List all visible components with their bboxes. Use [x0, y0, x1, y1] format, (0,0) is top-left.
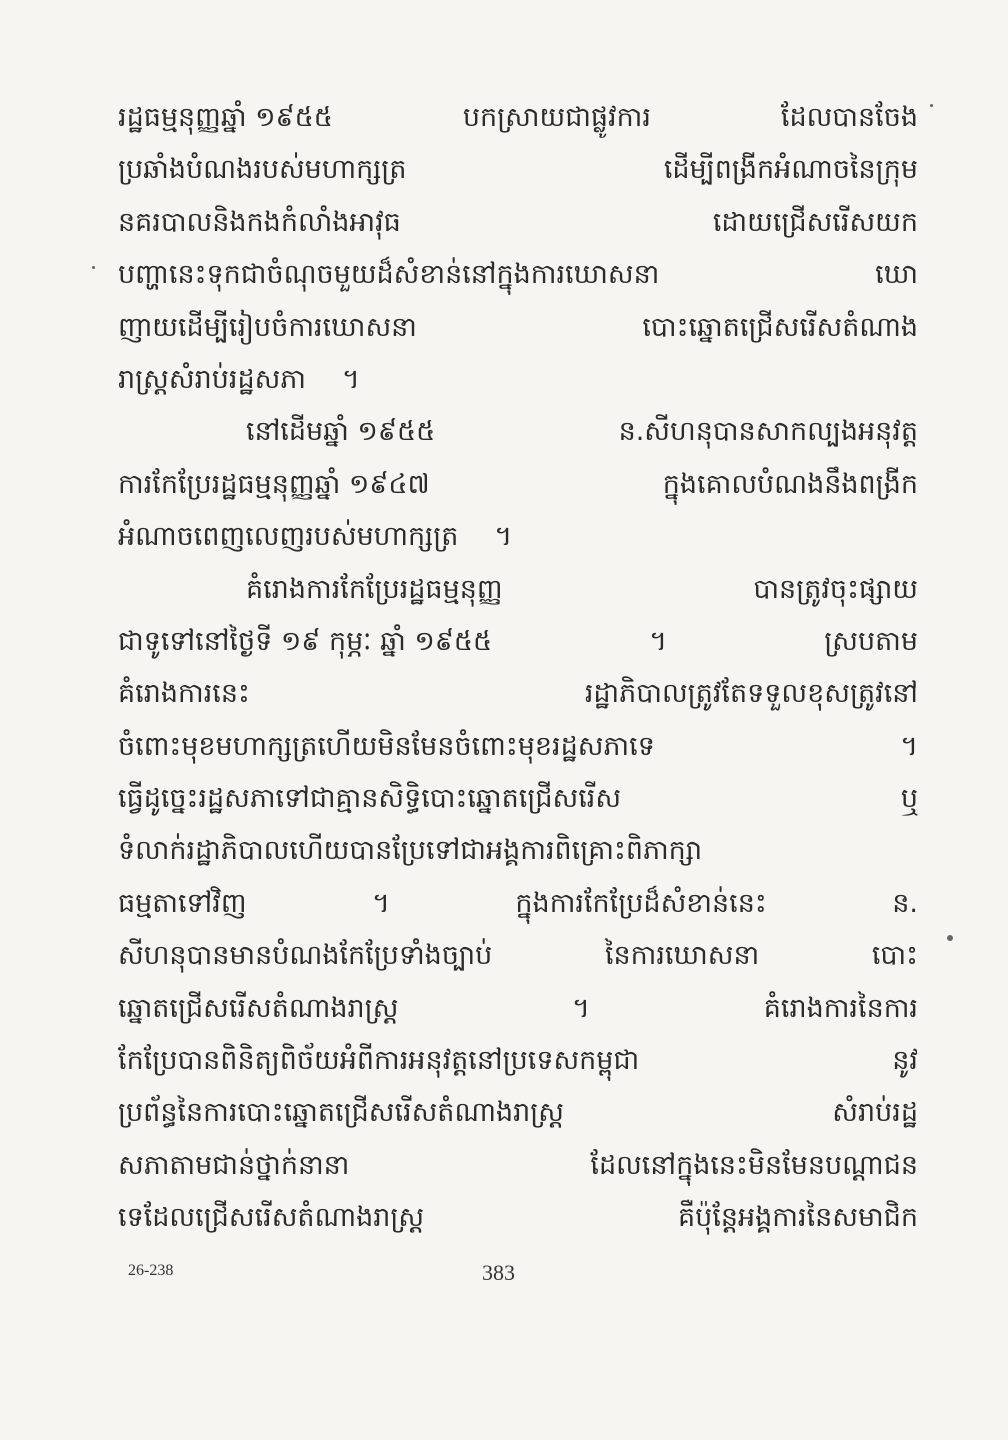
text-segment: ឆ្នោតជ្រើសរើសតំណាងរាស្ត្រ [118, 992, 399, 1024]
text-segment: បញ្ហានេះទុកជាចំណុចមួយដ៏សំខាន់នៅក្នុងការឃោសនា [118, 259, 660, 291]
text-segment: គឺប៉ុន្តែអង្គការនៃសមាជិក [678, 1202, 918, 1234]
text-segment: ញាយដើម្បីរៀបចំការឃោសនា [118, 311, 417, 343]
scan-speck [930, 104, 933, 107]
scan-speck [92, 266, 95, 269]
text-line [118, 825, 918, 877]
text-segment: ។ [649, 625, 668, 657]
text-segment: ធម្មតាទៅវិញ [118, 887, 247, 919]
text-segment: បកស្រាយជាផ្លូវការ [462, 102, 651, 133]
text-segment: ។ [494, 521, 513, 553]
text-segment: ធ្វើដូច្នេះរដ្ឋសភាទៅជាគ្មានសិទ្ធិបោះឆ្នោតជ្រើសរើស [118, 783, 622, 815]
text-segment: រដ្ឋធម្មនុញ្ញឆ្នាំ ១៩៥៥ [118, 102, 333, 133]
text-segment: បោះឆ្នោតជ្រើសរើសតំណាង [642, 311, 918, 343]
text-line [118, 511, 918, 563]
text-segment: រដ្ឋាភិបាលត្រូវតែទទួលខុសត្រូវនៅ [584, 678, 918, 710]
text-segment: ។ [572, 992, 590, 1024]
text-line [118, 930, 918, 982]
text-segment: ទំលាក់រដ្ឋាភិបាលហើយបានប្រែទៅជាអង្គការពិគ្រោះពិភាក្សា [118, 835, 703, 867]
text-segment: ដែលបានចែង [780, 102, 918, 133]
text-segment: ដើម្បីពង្រីកអំណាចនៃក្រុម [663, 154, 918, 186]
text-line [118, 616, 918, 668]
footer-code: 26-238 [128, 1262, 174, 1279]
text-segment: ក្នុងគោលបំណងនឹងពង្រីក [662, 468, 918, 500]
text-line [118, 197, 918, 249]
text-segment: ដោយជ្រើសរើសយក [712, 206, 918, 238]
text-segment: គំរោងការនៃការ [763, 992, 918, 1024]
text-segment: គំរោងការនេះ [118, 678, 250, 710]
text-segment: ។ [372, 887, 390, 919]
text-segment: នៃការឃោសនា [604, 940, 760, 972]
text-segment: ចំពោះមុខមហាក្សត្រហើយមិនមែនចំពោះមុខរដ្ឋសភាទេ [118, 730, 655, 762]
text-line [118, 721, 918, 773]
text-line [118, 878, 918, 930]
text-line [118, 144, 918, 196]
text-segment: ។ [900, 730, 918, 762]
body-text [118, 92, 918, 1245]
text-segment: កែប្រែបានពិនិត្យពិច័យអំពីការអនុវត្តនៅប្រទេសកម្ពុជា [118, 1045, 640, 1077]
text-line [118, 302, 918, 354]
text-segment: ប្រព័ន្ធនៃការបោះឆ្នោតជ្រើសរើសតំណាងរាស្ត្រ [118, 1097, 565, 1129]
text-line [118, 773, 918, 825]
text-line [118, 406, 918, 458]
text-segment: ។ [342, 363, 360, 395]
scan-speck [947, 935, 953, 941]
text-line [118, 459, 918, 511]
text-segment: បោះ [871, 940, 918, 972]
text-line [118, 354, 918, 406]
text-line [118, 1140, 918, 1192]
text-segment: សីហនុបានមានបំណងកែប្រែទាំងច្បាប់ [118, 940, 493, 972]
page-number: 383 [482, 1260, 515, 1285]
text-segment: សភាតាមជាន់ថ្នាក់នានា [118, 1149, 350, 1181]
text-segment: អំណាចពេញលេញរបស់មហាក្សត្រ [118, 521, 459, 553]
text-segment: ឃោ [875, 259, 918, 291]
text-segment: ទេដែលជ្រើសរើសតំណាងរាស្ត្រ [118, 1202, 425, 1234]
text-line [118, 92, 918, 144]
text-segment: នៅដើមឆ្នាំ ១៩៥៥ [246, 416, 436, 448]
text-line [118, 1035, 918, 1087]
text-segment: ដែលនៅក្នុងនេះមិនមែនបណ្ដាជន [590, 1149, 918, 1181]
text-line [118, 668, 918, 720]
text-segment: ន. [892, 887, 918, 919]
text-segment: ឬ [900, 783, 918, 815]
text-line [118, 1192, 918, 1244]
text-segment: គំរោងការកែប្រែរដ្ឋធម្មនុញ្ញ [246, 573, 503, 605]
text-segment: ប្រឆាំងបំណងរបស់មហាក្សត្រ [118, 154, 407, 186]
text-line [118, 564, 918, 616]
text-segment: នគរបាលនិងកងកំលាំងអាវុធ [118, 206, 401, 238]
text-segment: ក្នុងការកែប្រែដ៏សំខាន់នេះ [515, 887, 767, 919]
text-segment: រាស្ត្រសំរាប់រដ្ឋសភា [118, 363, 306, 395]
text-line [118, 249, 918, 301]
text-segment: នូវ [892, 1045, 918, 1077]
text-line [118, 1087, 918, 1139]
text-segment: សំរាប់រដ្ឋ [832, 1097, 918, 1129]
text-line [118, 983, 918, 1035]
text-segment: ន.សីហនុបានសាកល្បងអនុវត្ត [618, 416, 918, 448]
text-segment: ការកែប្រែរដ្ឋធម្មនុញ្ញឆ្នាំ ១៩៤៧ [118, 468, 430, 500]
text-segment: ជាទូទៅនៅថ្ងៃទី ១៩ កុម្ភៈ ឆ្នាំ ១៩៥៥ [118, 625, 493, 657]
text-segment: ស្របតាម [824, 625, 918, 657]
text-segment: បានត្រូវចុះផ្សាយ [753, 573, 918, 605]
